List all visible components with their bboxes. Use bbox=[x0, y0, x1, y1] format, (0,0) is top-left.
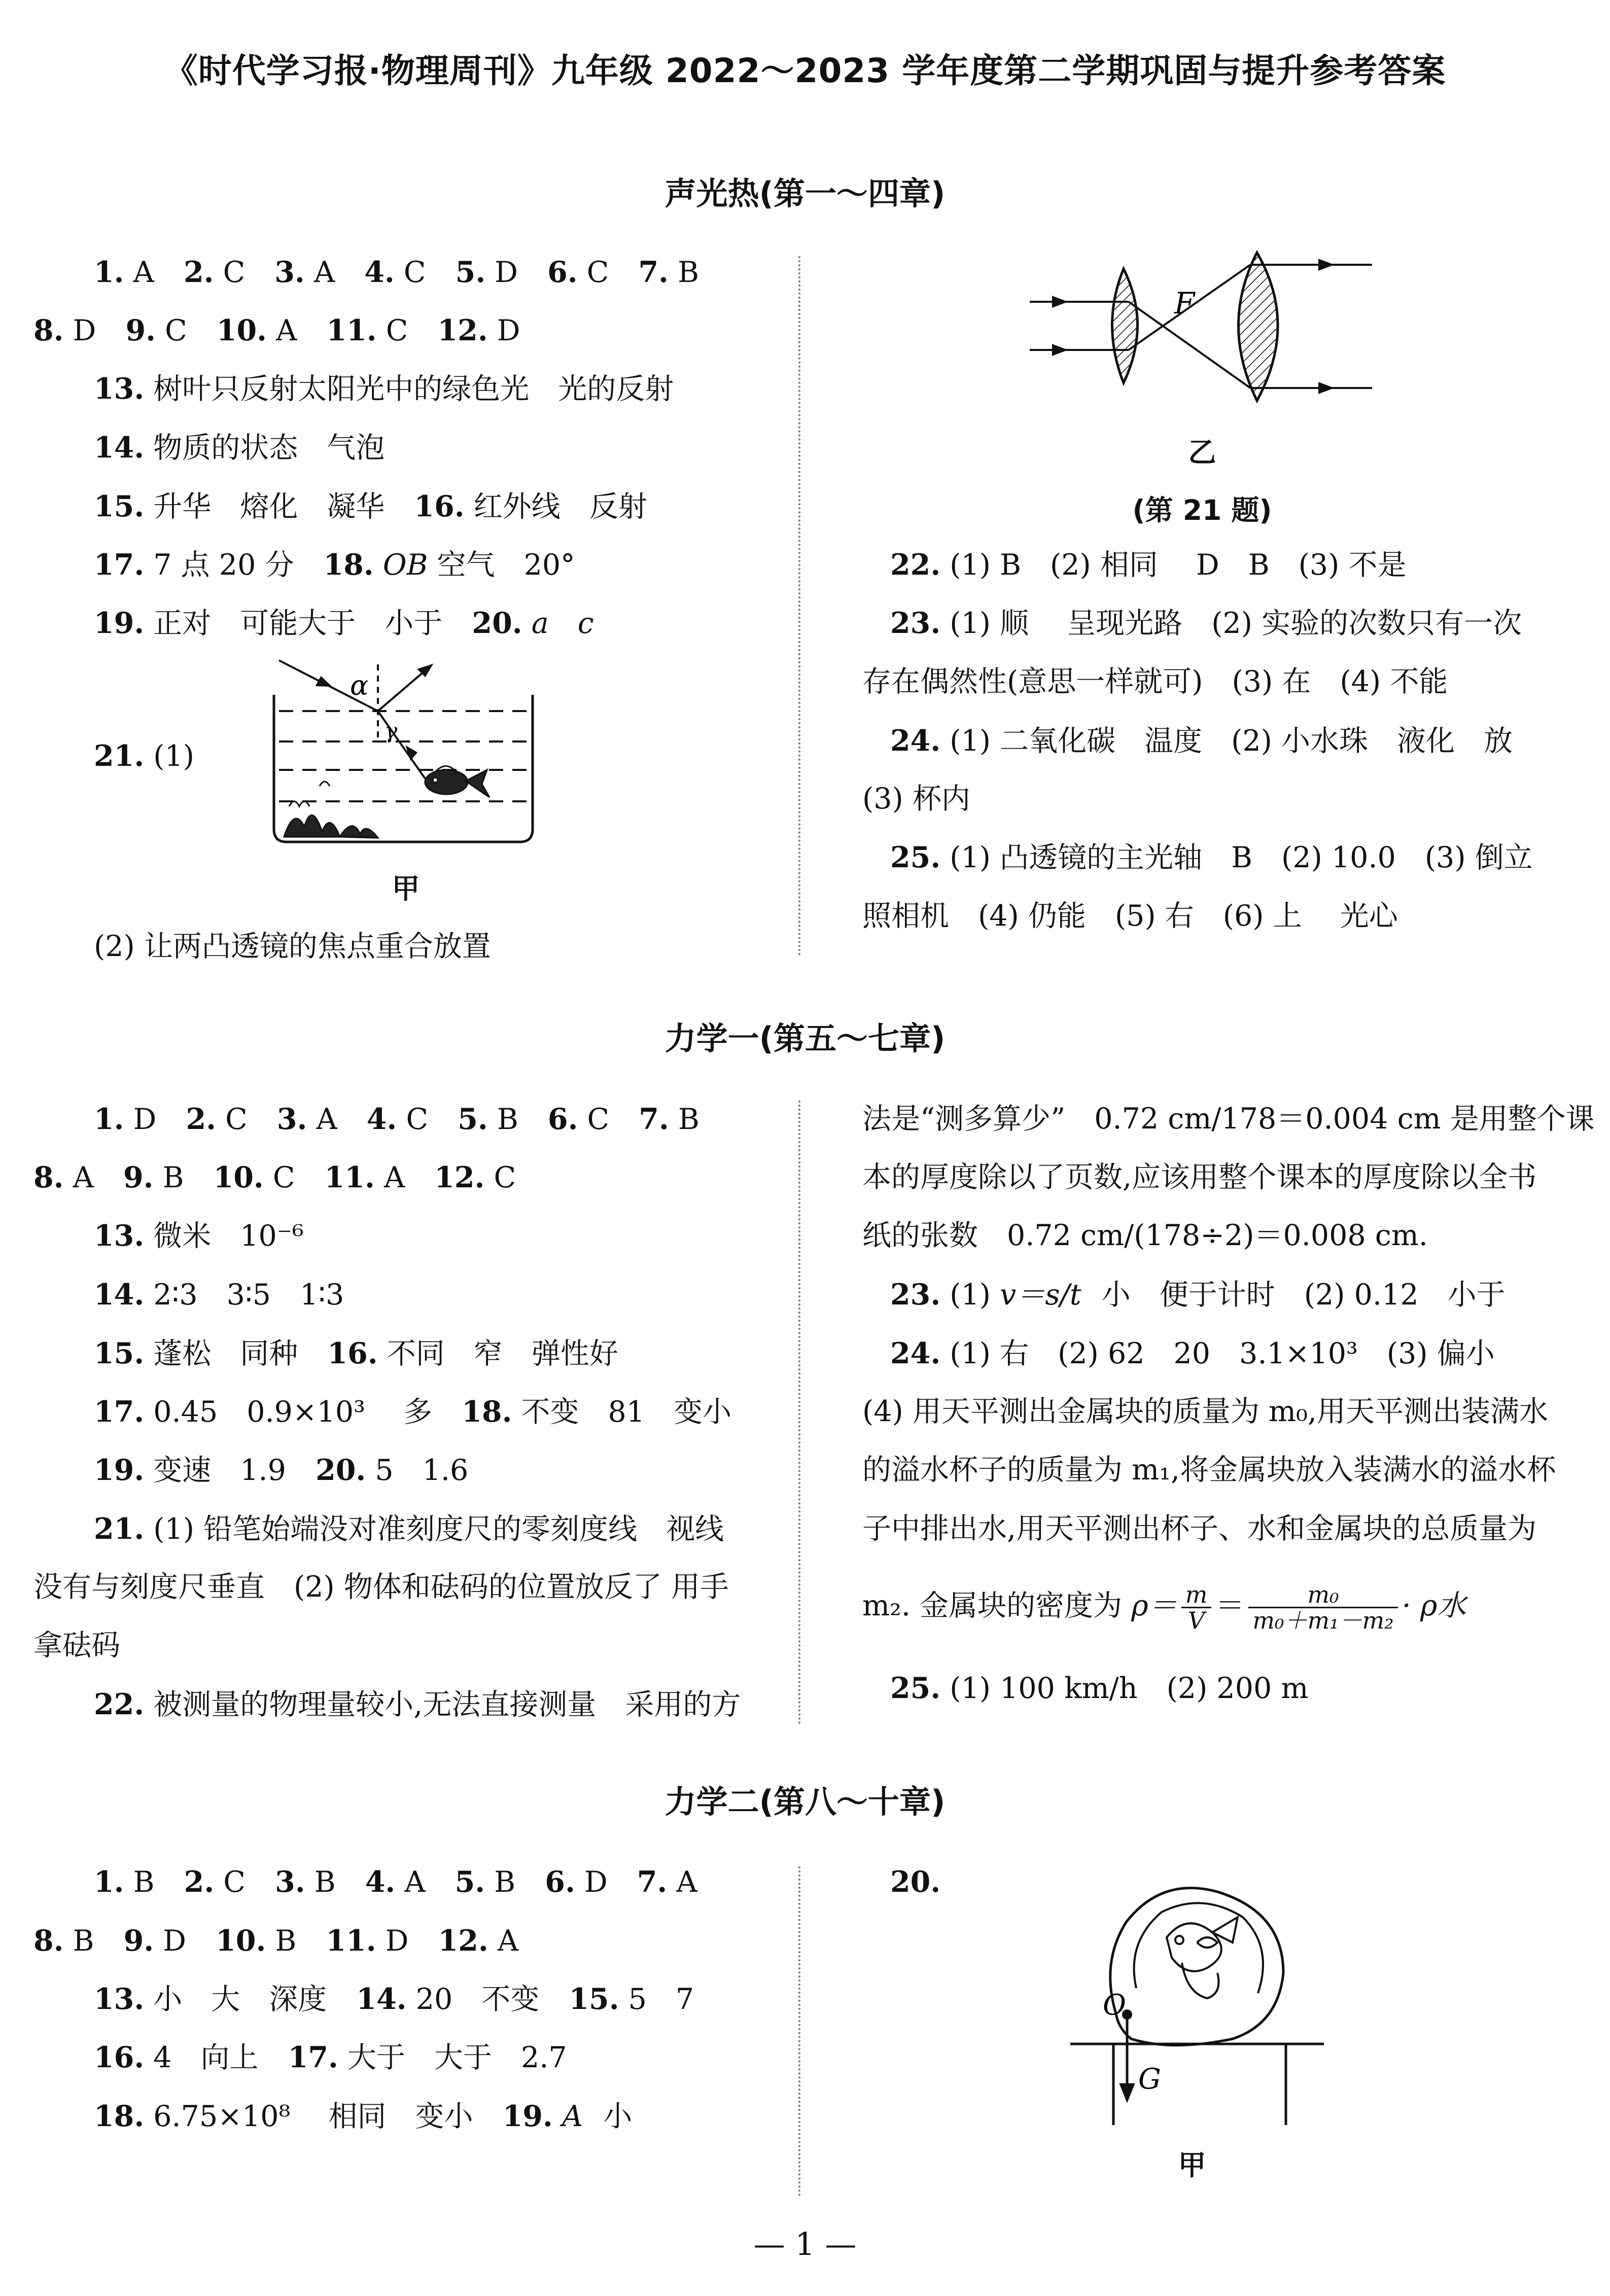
figure-caption-jia-q20: 甲 bbox=[1178, 2149, 1206, 2181]
answer-line: 25. (1) 凸透镜的主光轴 B (2) 10.0 (3) 倒立 bbox=[890, 840, 1533, 874]
answer-line: 1. A 2. C 3. A 4. C 5. D 6. C 7. B bbox=[94, 255, 699, 289]
angle-alpha-label: α bbox=[350, 669, 369, 701]
answer-line: 23. (1) 顺 呈现光路 (2) 实验的次数只有一次 bbox=[890, 606, 1522, 640]
answer-line: 子中排出水,用天平测出杯子、水和金属块的总质量为 bbox=[862, 1512, 1537, 1545]
focal-point-label: F bbox=[1174, 286, 1195, 321]
answer-line: 14. 物质的状态 气泡 bbox=[94, 431, 385, 465]
point-o-label: O bbox=[1103, 1989, 1126, 2022]
answer-line: 22. 被测量的物理量较小,无法直接测量 采用的方 bbox=[94, 1687, 741, 1721]
column-divider bbox=[798, 1866, 800, 2196]
answer-line: (4) 用天平测出金属块的质量为 m₀,用天平测出装满水 bbox=[862, 1395, 1548, 1428]
answer-line: 的溢水杯子的质量为 m₁,将金属块放入装满水的溢水杯 bbox=[862, 1453, 1556, 1487]
answer-line: 8. A 9. B 10. C 11. A 12. C bbox=[33, 1160, 516, 1194]
figure-caption-q21: (第 21 题) bbox=[1132, 494, 1272, 526]
column-divider bbox=[798, 256, 800, 956]
answer-line: 20. bbox=[890, 1865, 941, 1899]
fraction-density: $\frac{\text{m₀}}{\text{m₀＋m₁－m₂}}$ bbox=[1248, 1582, 1397, 1633]
two-lens-figure bbox=[1025, 249, 1380, 406]
answer-line: 13. 小 大 深度 14. 20 不变 15. 5 7 bbox=[94, 1982, 694, 2016]
answer-line: 8. D 9. C 10. A 11. C 12. D bbox=[33, 313, 520, 347]
answer-line: (2) 让两凸透镜的焦点重合放置 bbox=[94, 930, 491, 963]
figure-caption-yi: 乙 bbox=[1188, 436, 1216, 469]
gravity-g-label: G bbox=[1138, 2063, 1161, 2096]
small-convex-lens bbox=[1112, 269, 1138, 383]
column-divider bbox=[798, 1101, 800, 1724]
section-title-mechanics-one: 力学一(第五～七章) bbox=[664, 1020, 946, 1057]
section-title-sound-light-heat: 声光热(第一～四章) bbox=[664, 175, 946, 212]
beaker-refraction-figure bbox=[264, 654, 548, 857]
answer-line: 19. 变速 1.9 20. 5 1.6 bbox=[94, 1453, 469, 1487]
answer-line: 17. 7 点 20 分 18. OB 空气 20° bbox=[94, 548, 575, 582]
answer-line: 24. (1) 右 (2) 62 20 3.1×10³ (3) 偏小 bbox=[890, 1336, 1495, 1370]
answer-line: 存在偶然性(意思一样就可) (3) 在 (4) 不能 bbox=[862, 665, 1448, 698]
answer-line: 22. (1) B (2) 相同 D B (3) 不是 bbox=[890, 548, 1407, 582]
answer-line: 15. 升华 熔化 凝华 16. 红外线 反射 bbox=[94, 489, 647, 523]
document-title: 《时代学习报·物理周刊》九年级 2022～2023 学年度第二学期巩固与提升参考答案 bbox=[164, 51, 1446, 90]
section-title-mechanics-two: 力学二(第八～十章) bbox=[664, 1783, 946, 1820]
answer-line: 14. 2∶3 3∶5 1∶3 bbox=[94, 1278, 344, 1312]
density-formula-line: m₂. 金属块的密度为 ρ＝ $\frac{m}{V}$ ＝ $\frac{\text{m₀}}{\text{m₀＋m₁－m₂}}$ · ρ水 bbox=[862, 1581, 1466, 1635]
tipped-object-gravity-figure bbox=[1070, 1877, 1344, 2140]
answer-line: 23. (1) v＝s/t 小 便于计时 (2) 0.12 小于 bbox=[890, 1278, 1506, 1312]
answer-line: 没有与刻度尺垂直 (2) 物体和砝码的位置放反了 用手 bbox=[33, 1570, 729, 1604]
answer-line: 25. (1) 100 km/h (2) 200 m bbox=[890, 1671, 1309, 1705]
page-number: — 1 — bbox=[753, 2226, 857, 2263]
large-convex-lens bbox=[1239, 253, 1278, 401]
answer-line: 15. 蓬松 同种 16. 不同 窄 弹性好 bbox=[94, 1336, 618, 1370]
answer-line: 18. 6.75×10⁸ 相同 变小 19. A 小 bbox=[94, 2099, 633, 2133]
answer-line: 本的厚度除以了页数,应该用整个课本的厚度除以全书 bbox=[862, 1160, 1537, 1194]
water-plants-icon bbox=[284, 782, 378, 838]
fraction-m-over-v: $\frac{m}{V}$ bbox=[1181, 1582, 1212, 1633]
answer-line: 纸的张数 0.72 cm/(178÷2)＝0.008 cm. bbox=[862, 1219, 1428, 1252]
answer-line: 13. 微米 10⁻⁶ bbox=[94, 1219, 304, 1253]
answer-line: 13. 树叶只反射太阳光中的绿色光 光的反射 bbox=[94, 372, 674, 406]
fish-drawing-icon bbox=[1167, 1917, 1238, 1998]
answer-line: 法是“测多算少” 0.72 cm/178＝0.004 cm 是用整个课 bbox=[862, 1102, 1595, 1136]
angle-gamma-label: γ bbox=[384, 718, 398, 743]
answer-line: 21. (1) 铅笔始端没对准刻度尺的零刻度线 视线 bbox=[94, 1512, 724, 1546]
answer-line: (3) 杯内 bbox=[862, 782, 970, 816]
answer-line: 16. 4 向上 17. 大于 大于 2.7 bbox=[94, 2040, 567, 2074]
answer-line: 拿砝码 bbox=[33, 1629, 120, 1662]
answer-line: 8. B 9. D 10. B 11. D 12. A bbox=[33, 1924, 519, 1958]
answer-line: 19. 正对 可能大于 小于 20. a c bbox=[94, 606, 594, 640]
answer-line: 1. D 2. C 3. A 4. C 5. B 6. C 7. B bbox=[94, 1102, 699, 1136]
answer-line: 21. (1) bbox=[94, 739, 195, 773]
answer-line: 17. 0.45 0.9×10³ 多 18. 不变 81 变小 bbox=[94, 1395, 732, 1429]
answer-line: 1. B 2. C 3. B 4. A 5. B 6. D 7. A bbox=[94, 1865, 697, 1899]
answer-line: 24. (1) 二氧化碳 温度 (2) 小水珠 液化 放 bbox=[890, 724, 1513, 758]
answer-line: 照相机 (4) 仍能 (5) 右 (6) 上 光心 bbox=[862, 899, 1398, 933]
figure-caption-jia: 甲 bbox=[392, 872, 420, 905]
